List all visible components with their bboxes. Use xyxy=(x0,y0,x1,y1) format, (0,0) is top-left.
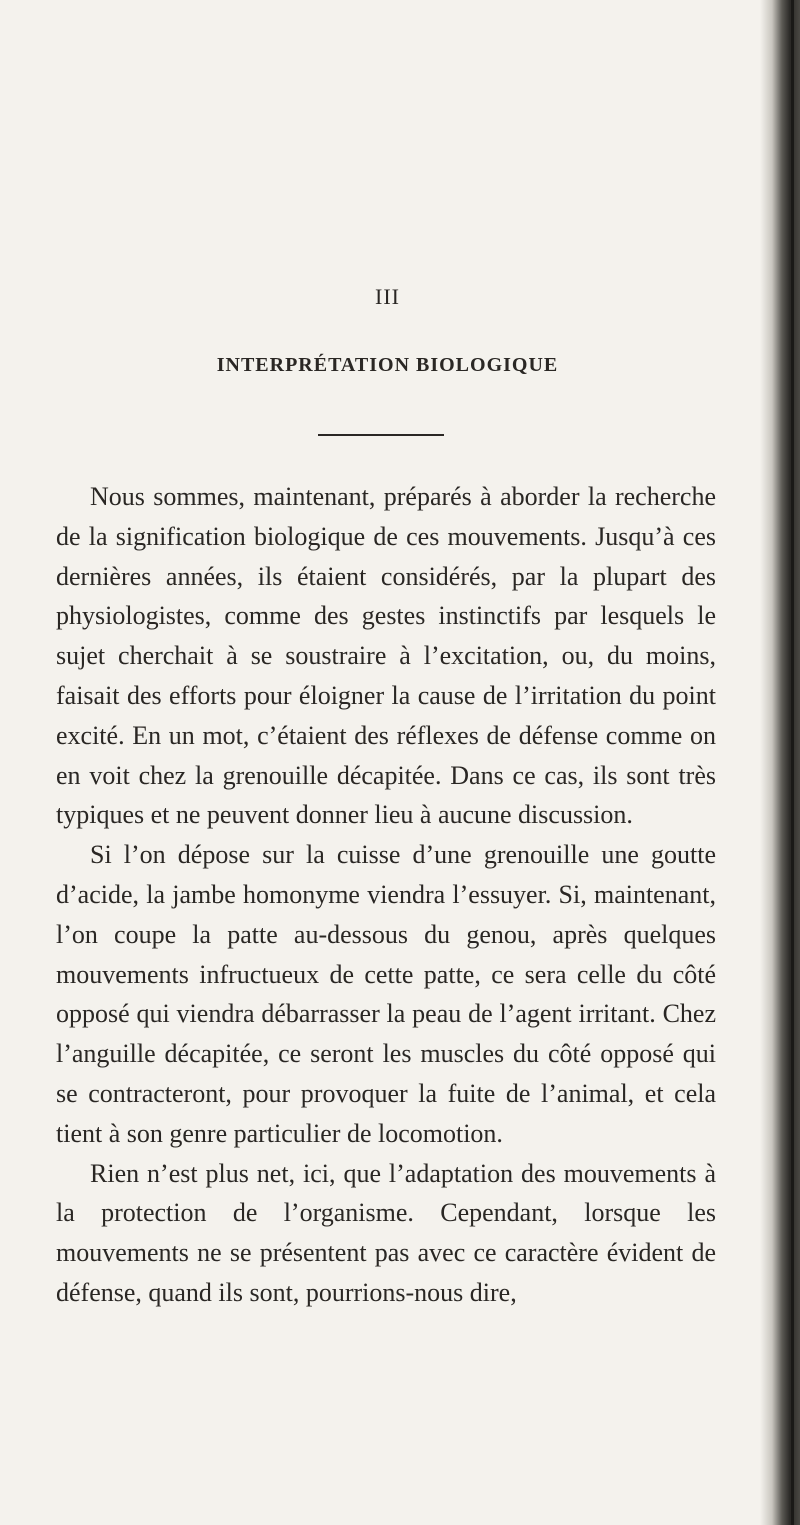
page-binding-shadow xyxy=(791,0,794,1525)
body-text xyxy=(56,477,716,1313)
title-divider xyxy=(318,434,444,436)
chapter-number: III xyxy=(375,284,400,309)
paragraph: Nous sommes, maintenant, préparés à aborder la recherche de la signification biologique de ces mouvements. Jusqu’à ces dernières années, ils étaient considérés, par la plupart des physiologistes, comme des gestes instinctifs par lesquels le sujet cherchait à se soustraire à l’excitation, ou, du moins, faisait des efforts pour éloigner la cause de l’irritation du point excité. En un mot, c’étaient des réflexes de défense comme on en voit chez la grenouille décapitée. Dans ce cas, ils sont très typiques et ne peuvent donner lieu à aucune discussion. xyxy=(56,482,716,830)
paragraph: Si l’on dépose sur la cuisse d’une grenouille une goutte d’acide, la jambe homonyme viendra l’essuyer. Si, maintenant, l’on coupe la patte au-dessous du genou, après quelques mouvements infructueux de cette patte, ce sera celle du côté opposé qui viendra débarrasser la peau de l’agent irritant. Chez l’anguille décapitée, ce seront les muscles du côté opposé qui se contracteront, pour provoquer la fuite de l’animal, et cela tient à son genre particulier de locomotion. xyxy=(56,840,716,1148)
chapter-title: INTERPRÉTATION BIOLOGIQUE xyxy=(216,354,559,376)
page-binding-edge xyxy=(760,0,800,1525)
paragraph: Rien n’est plus net, ici, que l’adaptation des mouvements à la protection de l’organisme. Cependant, lorsque les mouvements ne se présentent pas avec ce caractère évident de défense, quand ils sont, pourrions-nous dire, xyxy=(56,1158,716,1307)
